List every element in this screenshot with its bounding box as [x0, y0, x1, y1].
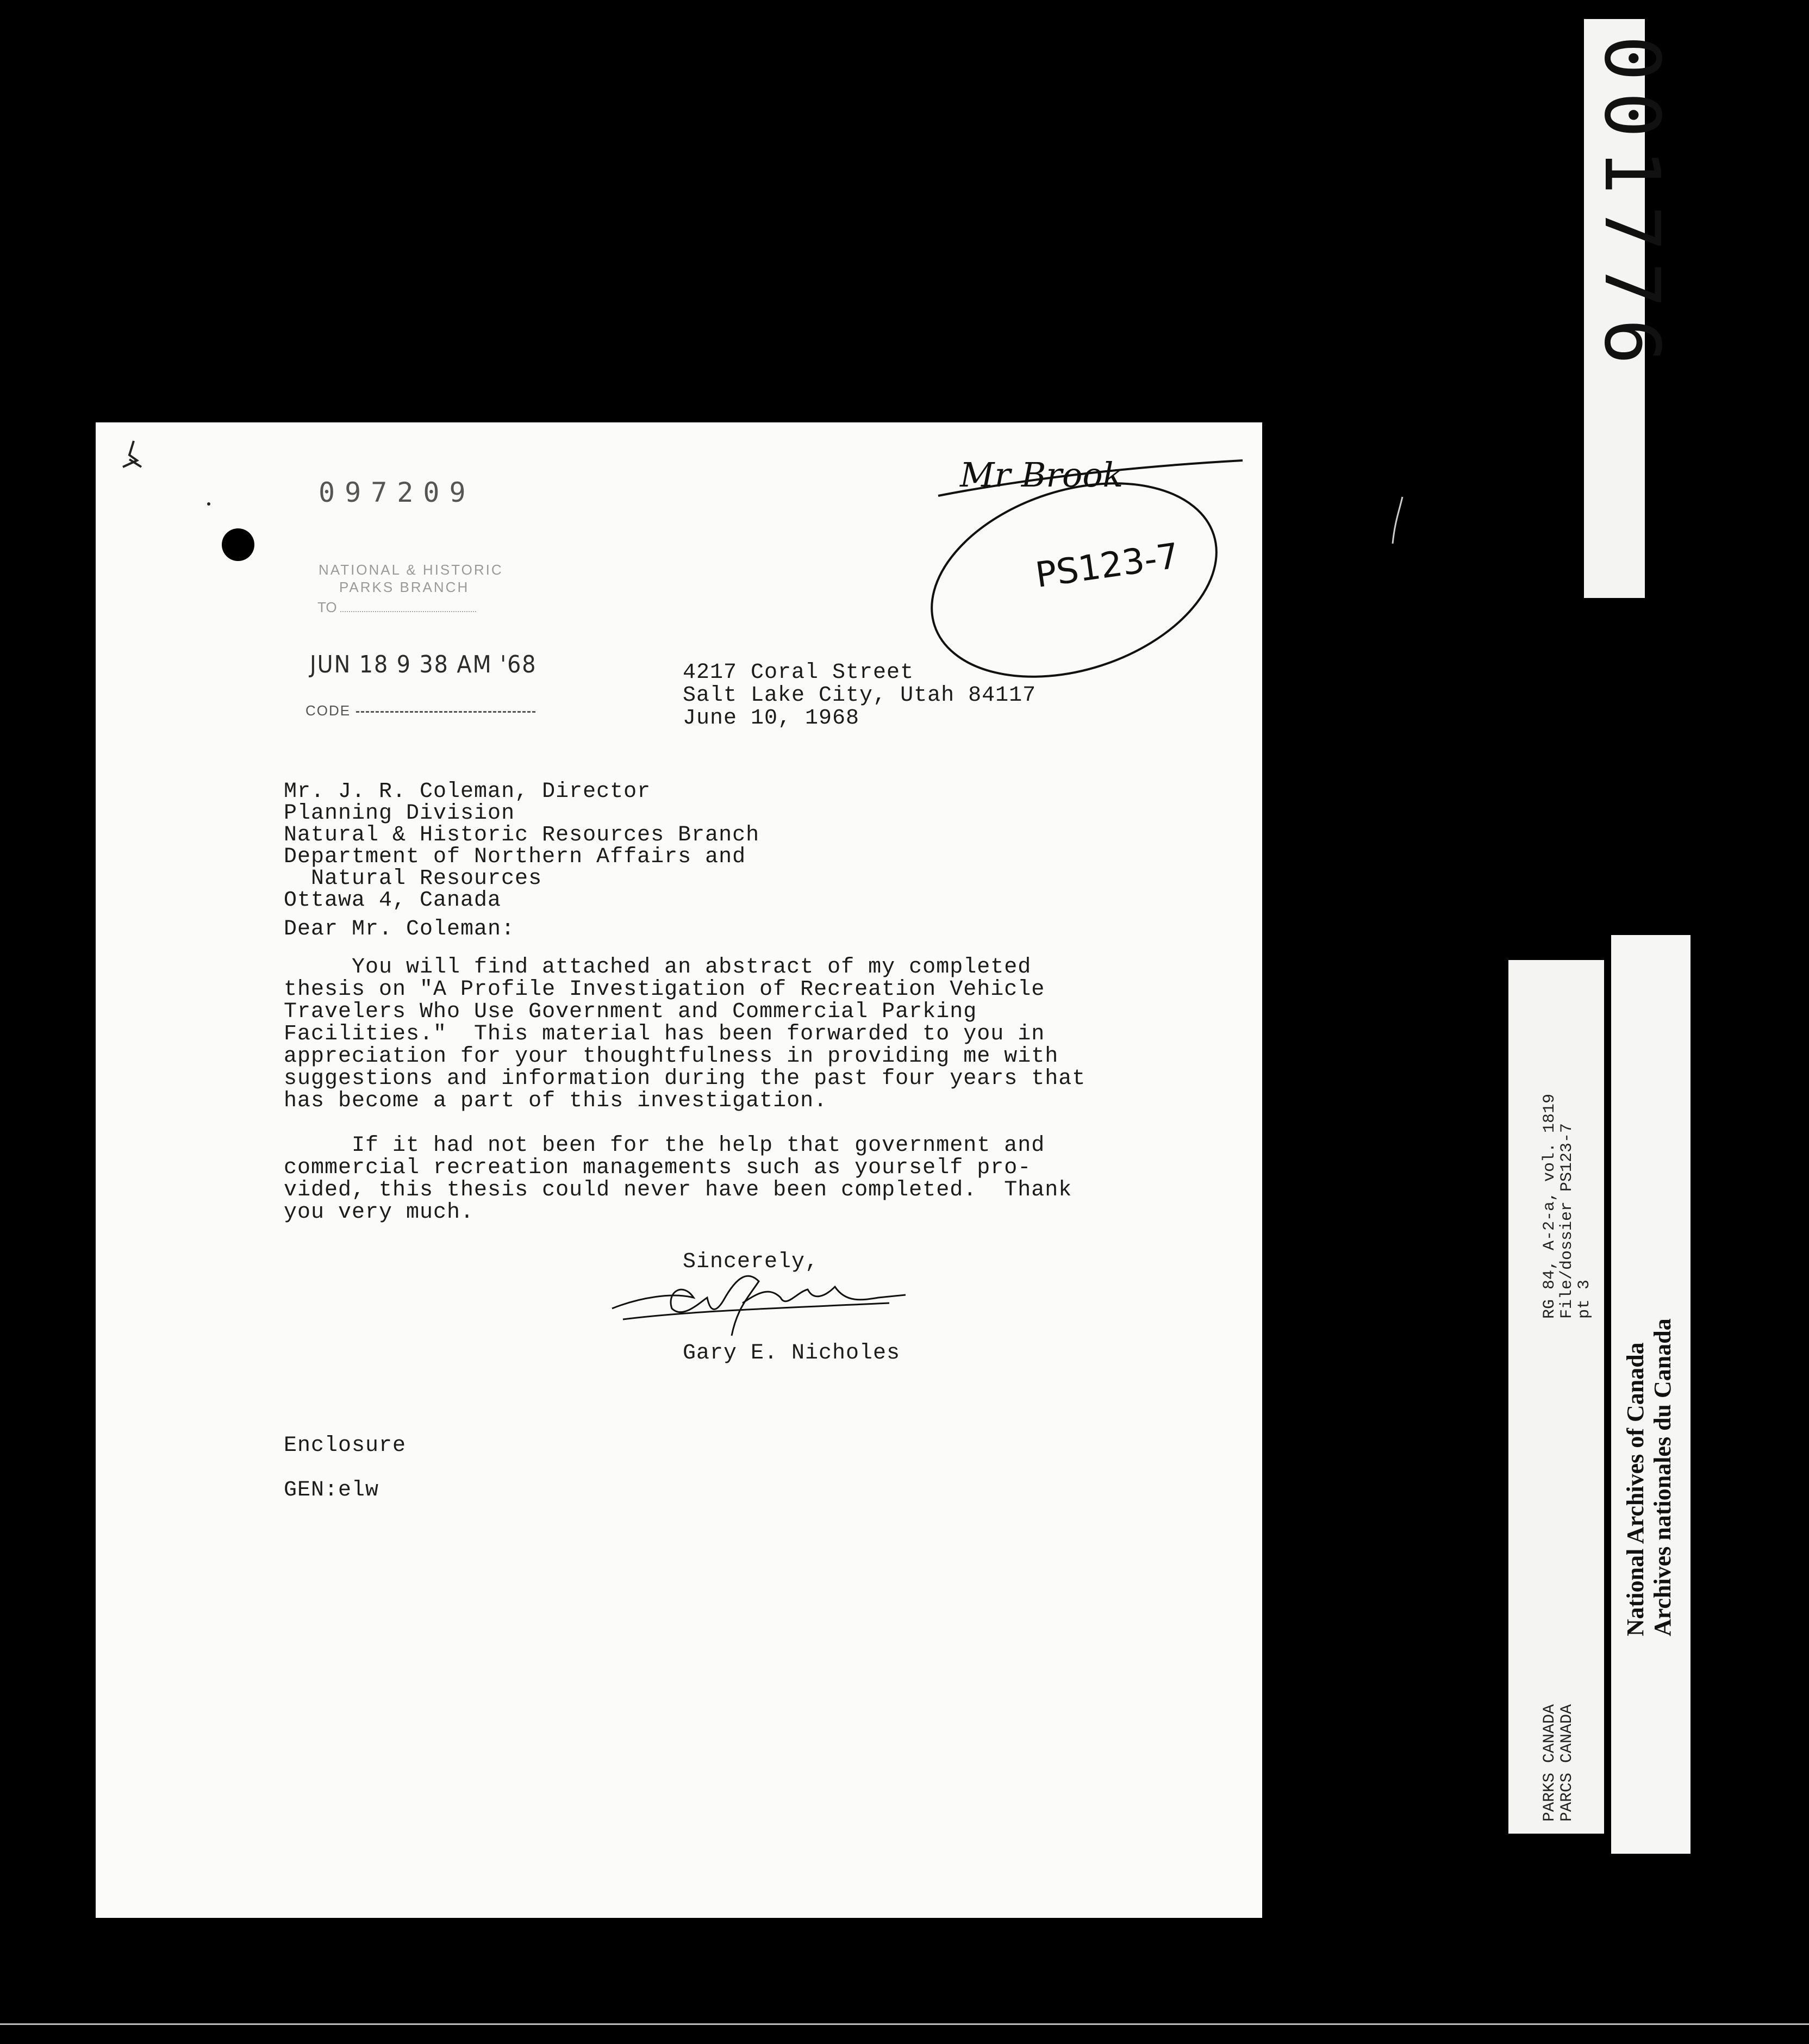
film-number-tab — [1584, 19, 1676, 598]
archives-name-en: National Archives of Canada — [1622, 1342, 1649, 1636]
addressee-line2: Planning Division — [284, 801, 515, 826]
reference-line2: File/dossier PS123-7 — [1558, 1123, 1576, 1319]
received-stamp — [317, 561, 503, 616]
struck-name — [938, 455, 1243, 496]
film-number-digits — [1584, 19, 1676, 598]
handwritten-annotation — [873, 444, 1264, 689]
file-number-annotation: PS123-7 — [1033, 535, 1182, 596]
parks-canada-en: PARKS CANADA — [1540, 1704, 1559, 1822]
addressee-line1: Mr. J. R. Coleman, Director — [284, 780, 651, 804]
archive-reference-label — [1508, 960, 1604, 1834]
parks-canada-lines — [1541, 1704, 1576, 1822]
punch-hole — [222, 528, 254, 561]
letter-date: June 10, 1968 — [683, 706, 860, 731]
film-edge-line — [0, 2023, 1809, 2025]
body-line: you very much. — [284, 1200, 475, 1225]
reference-lines — [1541, 1094, 1593, 1319]
body-line: suggestions and information during the past four years that — [284, 1067, 1086, 1091]
body-line: thesis on "A Profile Investigation of Recreation Vehicle — [284, 977, 1045, 1002]
sender-street: 4217 Coral Street — [683, 660, 914, 685]
addressee-line3: Natural & Historic Resources Branch — [284, 823, 760, 847]
closing: Sincerely, — [683, 1250, 819, 1274]
body-line: Facilities." This material has been forwarded to you in — [284, 1022, 1045, 1046]
sender-city: Salt Lake City, Utah 84117 — [683, 683, 1037, 708]
archives-names — [1622, 1318, 1676, 1636]
body-line: If it had not been for the help that government and — [284, 1133, 1045, 1158]
body-paragraph-1 — [284, 956, 1153, 1112]
archives-name-fr: Archives nationales du Canada — [1649, 1318, 1676, 1636]
typist-initials: GEN:elw — [284, 1478, 379, 1503]
stamp-to-label: TO — [317, 599, 337, 615]
addressee-line5: Natural Resources — [311, 867, 542, 891]
body-line: You will find attached an abstract of my completed — [284, 955, 1032, 980]
check-mark-icon — [118, 439, 157, 477]
stamp-branch-line1: NATIONAL & HISTORIC — [319, 562, 503, 578]
stamp-date: JUN 18 9 38 AM '68 — [310, 651, 537, 678]
stamp-code-label: CODE — [305, 702, 351, 719]
addressee-line6: Ottawa 4, Canada — [284, 888, 502, 913]
body-line: Travelers Who Use Government and Commercial Parking — [284, 1000, 977, 1024]
salutation: Dear Mr. Coleman: — [284, 917, 515, 942]
body-line: vided, this thesis could never have been completed. Thank — [284, 1178, 1072, 1202]
body-line: has become a part of this investigation. — [284, 1089, 828, 1113]
addressee-block — [284, 781, 759, 912]
body-line: commercial recreation managements such as yourself pro- — [284, 1156, 1032, 1180]
enclosure-note: Enclosure — [284, 1434, 407, 1458]
stamp-code-field — [305, 702, 535, 719]
stamp-number: 097209 — [319, 477, 476, 508]
struck-name-text: Mr Brook — [960, 455, 1124, 495]
addressee-line4: Department of Northern Affairs and — [284, 845, 746, 869]
signer-name: Gary E. Nicholes — [683, 1341, 901, 1366]
reference-line3: pt 3 — [1575, 1279, 1594, 1319]
parks-canada-fr: PARCS CANADA — [1558, 1704, 1576, 1822]
stray-mark — [1389, 495, 1406, 549]
body-line: appreciation for your thoughtfulness in providing me with — [284, 1044, 1059, 1069]
ink-dot — [207, 502, 210, 506]
reference-line1: RG 84, A-2-a, vol. 1819 — [1540, 1093, 1559, 1319]
national-archives-label — [1611, 935, 1691, 1854]
letter-page — [96, 422, 1262, 1918]
stamp-to-field — [317, 599, 503, 616]
sender-address — [683, 662, 1036, 730]
film-number: 001776 — [1587, 35, 1676, 376]
stamp-branch-line2: PARKS BRANCH — [339, 579, 470, 595]
body-paragraph-2 — [284, 1135, 1153, 1224]
